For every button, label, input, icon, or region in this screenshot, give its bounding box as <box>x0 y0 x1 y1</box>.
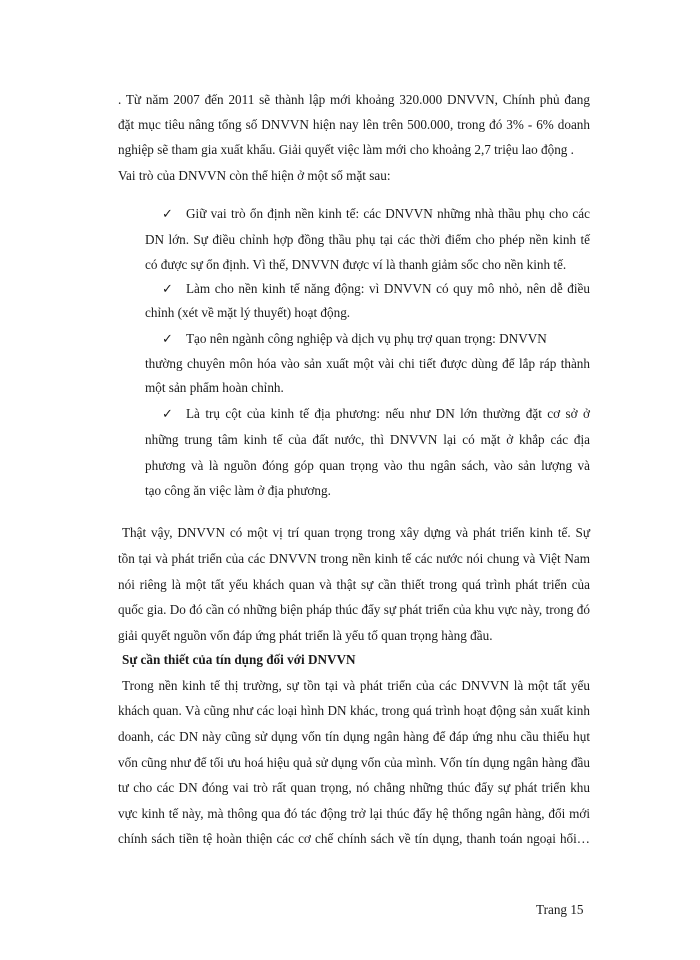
bullet-3-line-2: thường chuyên môn hóa vào sản xuất một vài chi tiết được dùng để lắp ráp thành <box>145 356 590 371</box>
roles-intro: Vai trò của DNVVN còn thể hiện ở một số mặt sau: <box>118 168 391 183</box>
bullet-4-line-1: Là trụ cột của kinh tế địa phương: nếu như DN lớn thường đặt cơ sở ở <box>186 406 590 421</box>
bullet-4-line-4: tạo công ăn việc làm ở địa phương. <box>145 483 331 498</box>
intro-line-3: nghiệp sẽ tham gia xuất khẩu. Giải quyết việc làm mới cho khoảng 2,7 triệu lao động . <box>118 142 574 157</box>
checkmark-icon: ✓ <box>162 331 173 346</box>
conclusion-line-2: tồn tại và phát triển của các DNVVN trong nền kinh tế các nước nói chung và Việt Nam <box>118 551 590 566</box>
section-line-2: khách quan. Và cũng như các loại hình DN khác, trong quá trình hoạt động sản xuất kinh <box>118 703 590 718</box>
conclusion-line-1: Thật vậy, DNVVN có một vị trí quan trọng trong xây dựng và phát triển kinh tế. Sự <box>122 525 590 540</box>
section-line-7: chính sách tiền tệ hoàn thiện các cơ chế chính sách về tín dụng, thanh toán ngoại hối… <box>118 831 590 846</box>
bullet-3-line-3: một sản phẩm hoàn chỉnh. <box>145 380 284 395</box>
bullet-4-line-2: những trung tâm kinh tế của đất nước, thì DNVVN lại có mặt ở khắp các địa <box>145 432 590 447</box>
intro-line-1: . Từ năm 2007 đến 2011 sẽ thành lập mới khoảng 320.000 DNVVN, Chính phủ đang <box>118 92 590 107</box>
checkmark-icon: ✓ <box>162 406 173 421</box>
section-line-6: vực kinh tế này, mà thông qua đó tác động trở lại thúc đẩy hệ thống ngân hàng, đổi mới <box>118 806 590 821</box>
bullet-2-line-1: Làm cho nền kinh tế năng động: vì DNVVN có quy mô nhỏ, nên dễ điều <box>186 281 590 296</box>
page-number: Trang 15 <box>536 902 584 917</box>
section-line-4: vốn cũng như để tối ưu hoá hiệu quả sử dụng vốn của mình. Vốn tín dụng ngân hàng đầu <box>118 755 590 770</box>
checkmark-icon: ✓ <box>162 206 173 221</box>
bullet-1-line-2: DN lớn. Sự điều chỉnh hợp đồng thầu phụ tại các thời điểm cho phép nền kinh tế <box>145 232 590 247</box>
checkmark-icon: ✓ <box>162 281 173 296</box>
bullet-1-line-3: có được sự ổn định. Vì thế, DNVVN được ví là thanh giảm sốc cho nền kinh tế. <box>145 257 567 272</box>
bullet-1-line-1: Giữ vai trò ổn định nền kinh tế: các DNVVN những nhà thầu phụ cho các <box>186 206 590 221</box>
intro-line-2: đặt mục tiêu nâng tổng số DNVVN hiện nay lên trên 500.000, trong đó 3% - 6% doanh <box>118 117 590 132</box>
section-line-1: Trong nền kinh tế thị trường, sự tồn tại và phát triển của các DNVVN là một tất yếu <box>122 678 590 693</box>
bullet-2-line-2: chỉnh (xét về mặt lý thuyết) hoạt động. <box>145 305 351 320</box>
conclusion-line-5: giải quyết nguồn vốn đáp ứng phát triển là yếu tố quan trọng hàng đầu. <box>118 628 493 643</box>
bullet-3-line-1: Tạo nên ngành công nghiệp và dịch vụ phụ trợ quan trọng: DNVVN <box>186 331 547 346</box>
section-line-3: doanh, các DN này cũng sử dụng vốn tín dụng ngân hàng để đáp ứng nhu cầu thiếu hụt <box>118 729 590 744</box>
section-line-5: tư cho các DN đóng vai trò rất quan trọng, nó chẳng những thúc đẩy sự phát triển khu <box>118 780 590 795</box>
conclusion-line-3: nói riêng là một tất yếu khách quan và thật sự cần thiết trong quá trình phát triển của <box>118 577 590 592</box>
section-heading: Sự cần thiết của tín dụng đối với DNVVN <box>122 652 356 667</box>
bullet-4-line-3: phương và là nguồn đóng góp quan trọng vào thu ngân sách, vào sản lượng và <box>145 458 590 473</box>
conclusion-line-4: quốc gia. Do đó cần có những biện pháp thúc đẩy sự phát triển của khu vực này, trong đó <box>118 602 590 617</box>
